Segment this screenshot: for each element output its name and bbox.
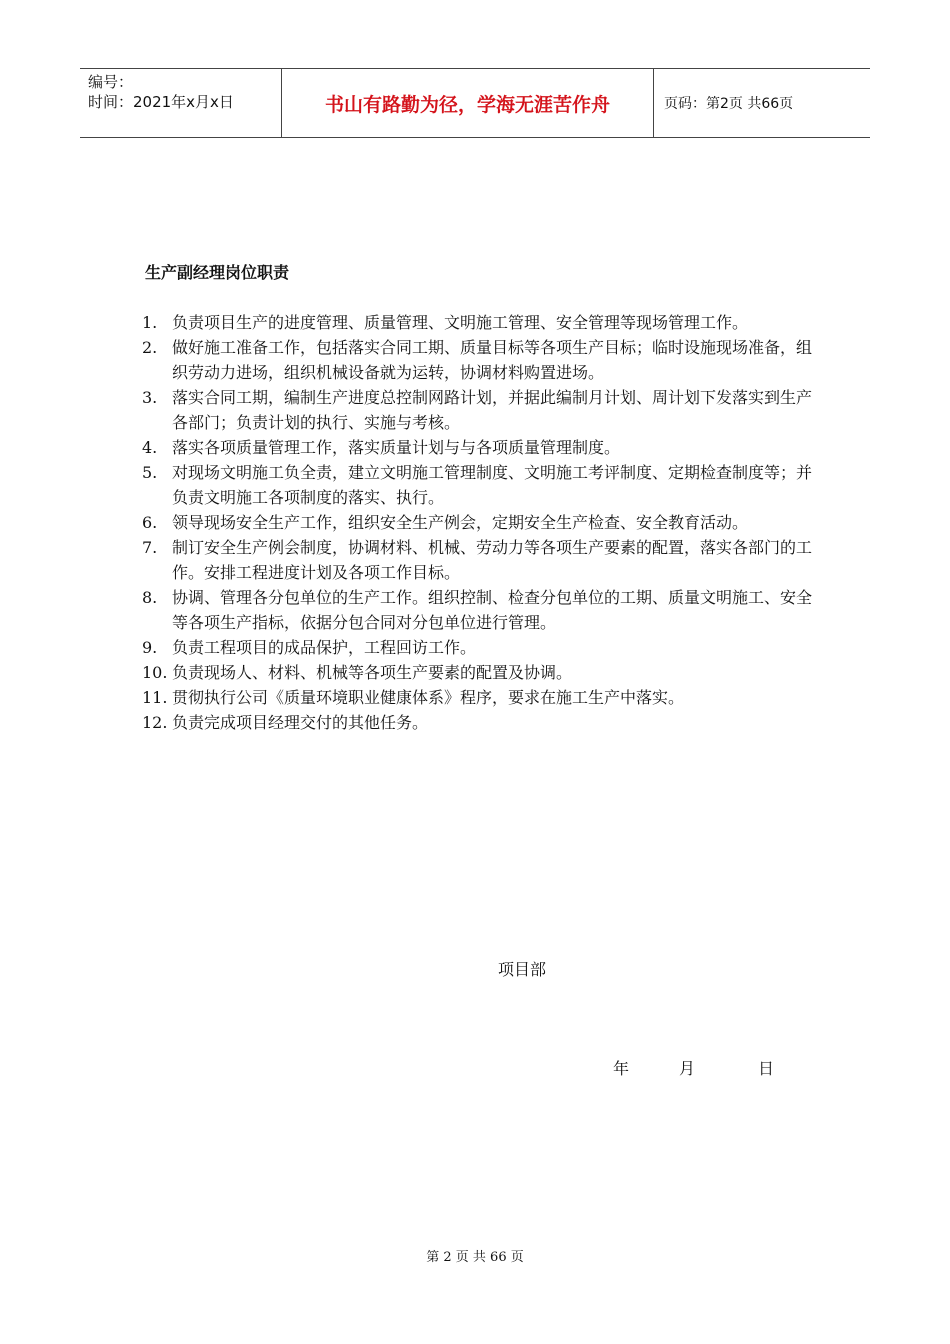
list-item-number: 7. <box>142 538 158 557</box>
header-motto: 书山有路勤为径，学海无涯苦作舟 <box>282 69 654 137</box>
page-header <box>80 68 870 138</box>
date-year: 年 <box>613 1059 630 1078</box>
list-item-number: 5. <box>142 463 158 482</box>
header-info-cell <box>80 69 282 137</box>
list-item <box>142 710 822 735</box>
list-item <box>142 460 822 510</box>
date-day: 日 <box>758 1059 775 1078</box>
list-item <box>142 335 822 385</box>
list-item-number: 12. <box>142 713 168 732</box>
list-item-text: 负责现场人、材料、机械等各项生产要素的配置及协调。 <box>172 663 573 682</box>
list-item-text: 负责完成项目经理交付的其他任务。 <box>172 713 429 732</box>
list-item-number: 6. <box>142 513 158 532</box>
list-item-text: 领导现场安全生产工作，组织安全生产例会，定期安全生产检查、安全教育活动。 <box>172 513 749 532</box>
list-item <box>142 635 822 660</box>
list-item <box>142 310 822 335</box>
list-item <box>142 685 822 710</box>
list-item-number: 11. <box>142 688 168 707</box>
document-title: 生产副经理岗位职责 <box>145 263 290 282</box>
date-month: 月 <box>679 1059 696 1078</box>
list-item-number: 3. <box>142 388 158 407</box>
list-item-number: 1. <box>142 313 158 332</box>
number-label: 编号： <box>88 73 134 91</box>
list-item-text: 负责项目生产的进度管理、质量管理、文明施工管理、安全管理等现场管理工作。 <box>172 313 749 332</box>
list-item-text: 对现场文明施工负全责，建立文明施工管理制度、文明施工考评制度、定期检查制度等；并负责文明施工各项制度的落实、执行。 <box>172 463 813 507</box>
list-item-number: 9. <box>142 638 158 657</box>
list-item-text: 做好施工准备工作，包括落实合同工期、质量目标等各项生产目标；临时设施现场准备，组织劳动力进场，组织机械设备就为运转，协调材料购置进场。 <box>172 338 813 382</box>
list-item-text: 落实合同工期，编制生产进度总控制网路计划，并据此编制月计划、周计划下发落实到生产各部门；负责计划的执行、实施与考核。 <box>172 388 813 432</box>
list-item-text: 制订安全生产例会制度，协调材料、机械、劳动力等各项生产要素的配置，落实各部门的工作。安排工程进度计划及各项工作目标。 <box>172 538 813 582</box>
header-page-info: 页码：第2页 共66页 <box>664 96 794 112</box>
department-signature: 项目部 <box>498 960 547 979</box>
list-item <box>142 585 822 635</box>
list-item-number: 2. <box>142 338 158 357</box>
list-item-number: 4. <box>142 438 158 457</box>
list-item-text: 协调、管理各分包单位的生产工作。组织控制、检查分包单位的工期、质量文明施工、安全等各项生产指标，依据分包合同对分包单位进行管理。 <box>172 588 813 632</box>
page-footer: 第 2 页 共 66 页 <box>426 1250 524 1265</box>
list-item <box>142 660 822 685</box>
list-item-number: 10. <box>142 663 168 682</box>
duty-list <box>142 310 822 735</box>
list-item-text: 负责工程项目的成品保护，工程回访工作。 <box>172 638 477 657</box>
list-item-text: 落实各项质量管理工作，落实质量计划与与各项质量管理制度。 <box>172 438 621 457</box>
list-item <box>142 435 822 460</box>
list-item-number: 8. <box>142 588 158 607</box>
list-item-text: 贯彻执行公司《质量环境职业健康体系》程序，要求在施工生产中落实。 <box>172 688 685 707</box>
time-label: 时间：2021年x月x日 <box>88 93 234 111</box>
list-item <box>142 385 822 435</box>
list-item <box>142 510 822 535</box>
list-item <box>142 535 822 585</box>
